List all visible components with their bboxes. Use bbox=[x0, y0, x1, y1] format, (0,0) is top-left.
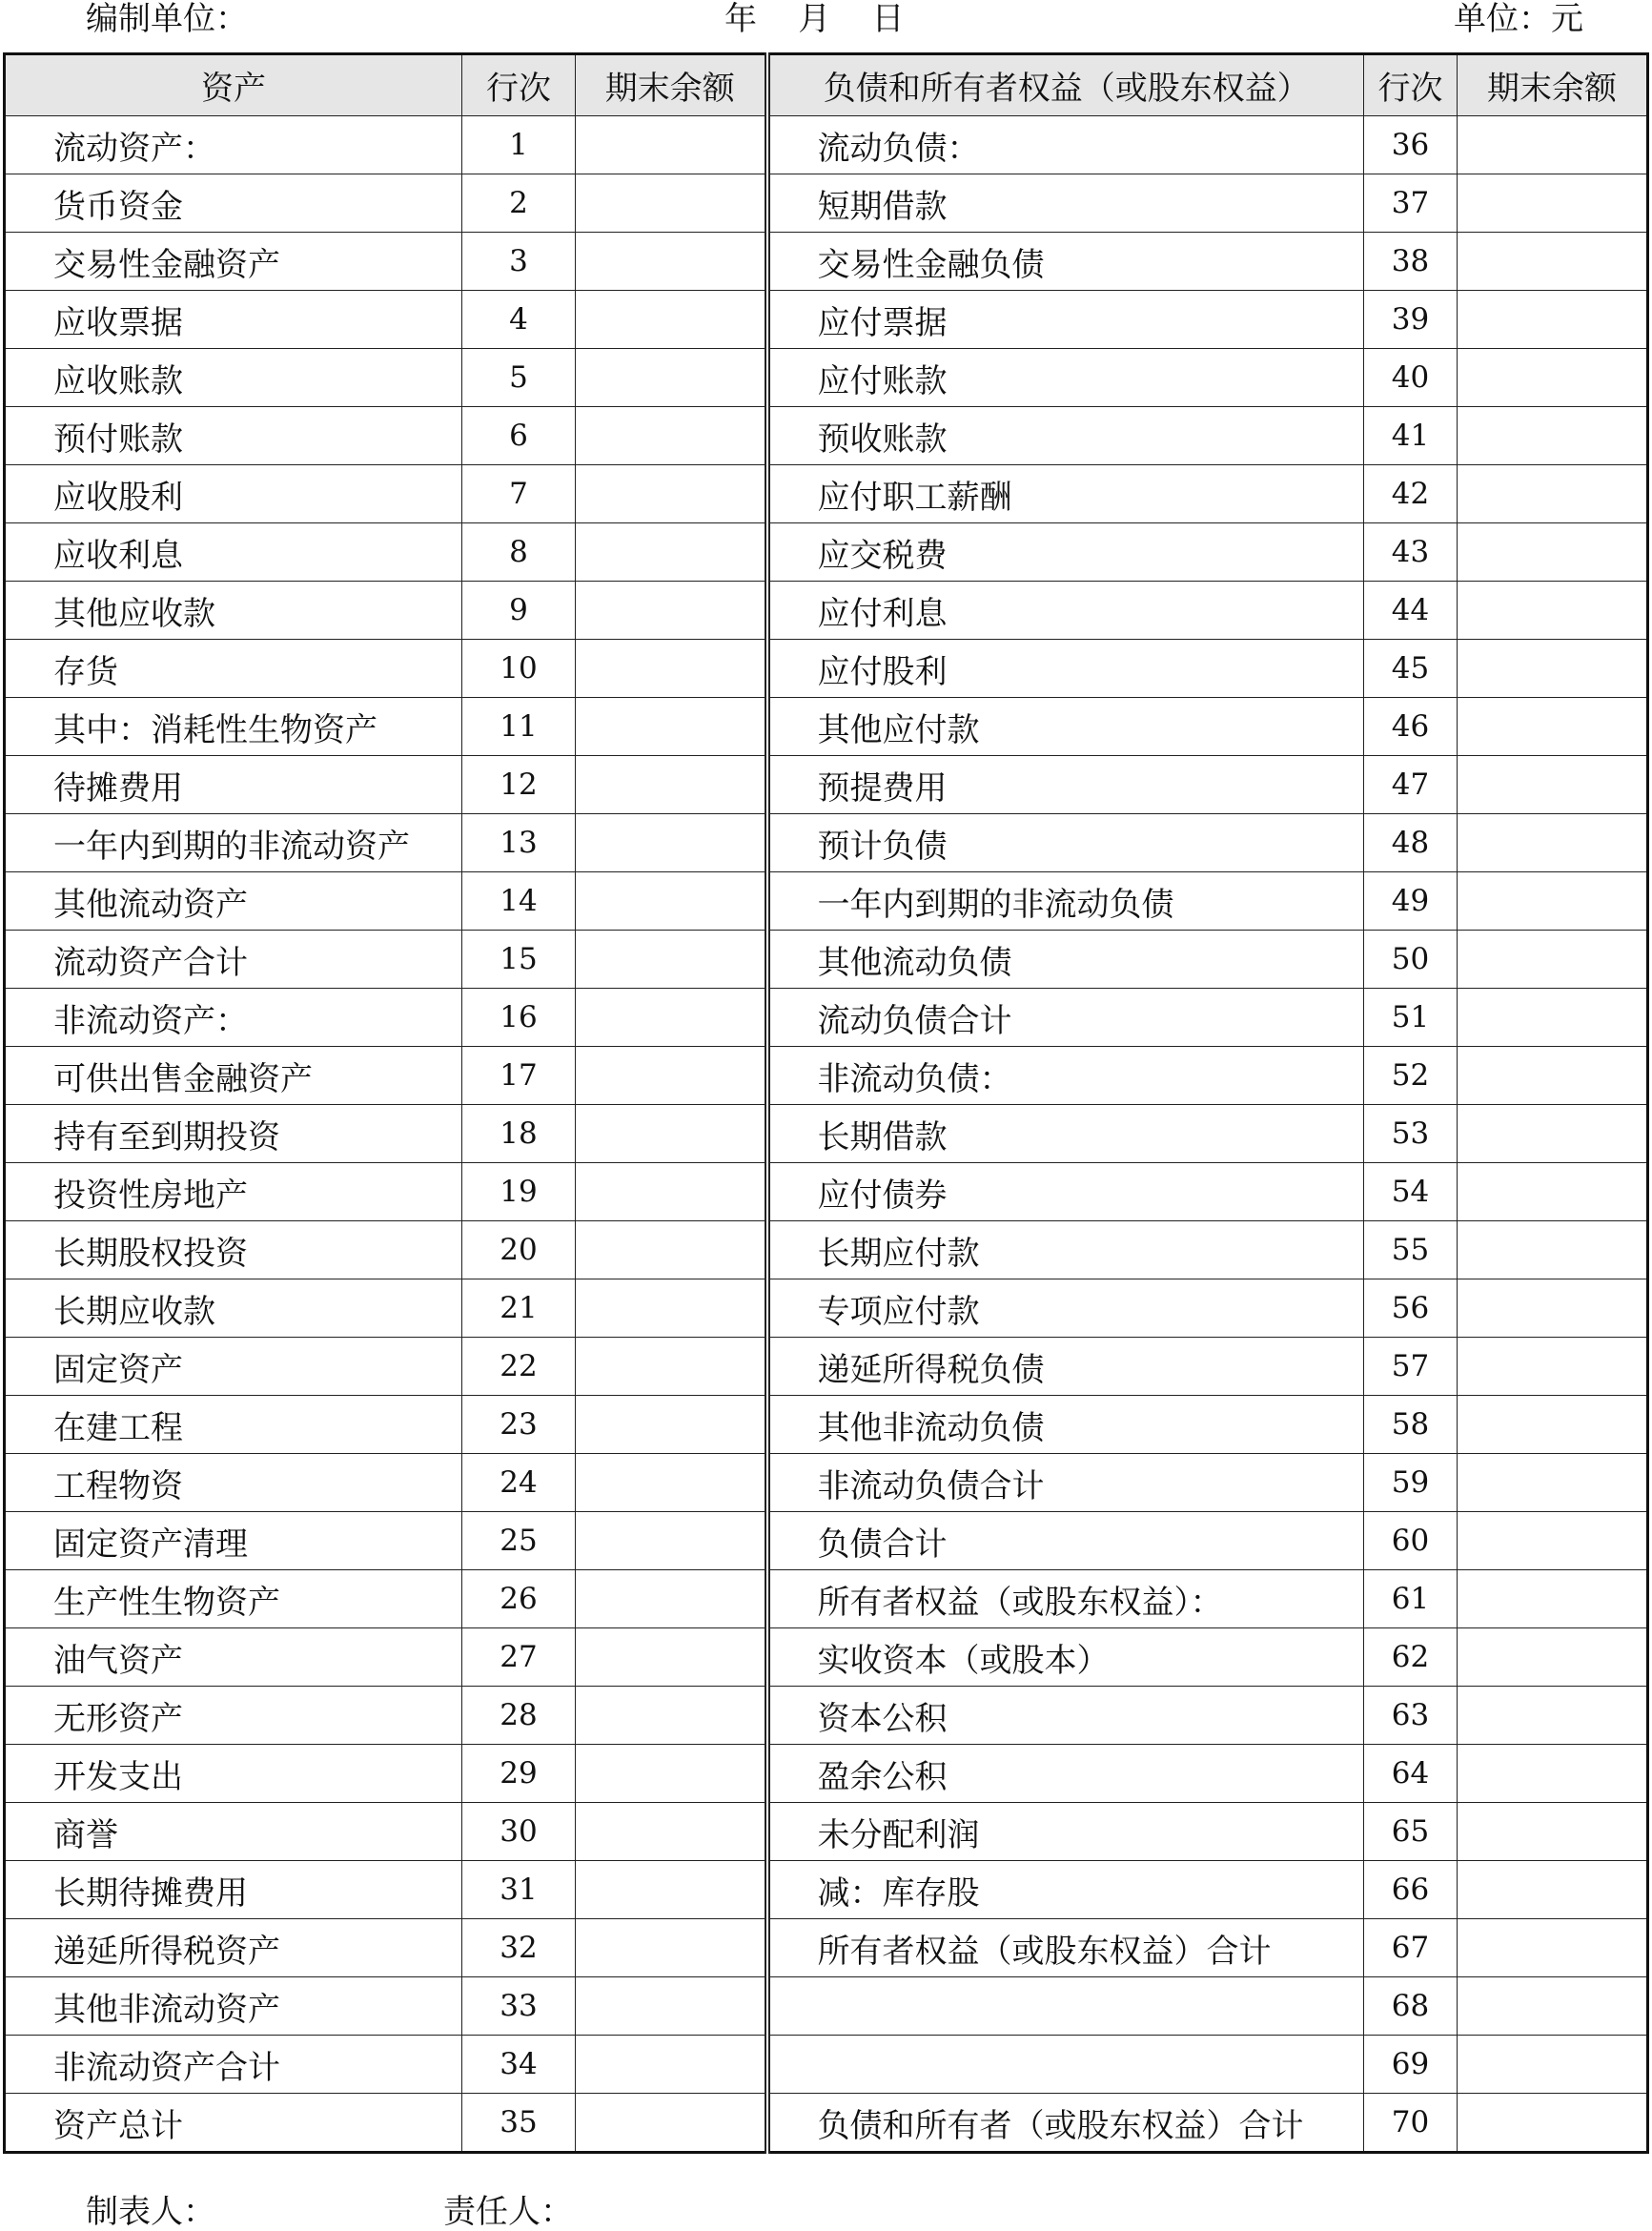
asset-name-cell: 固定资产清理 bbox=[5, 1512, 462, 1570]
table-header-row bbox=[5, 54, 1648, 116]
asset-row-no-cell: 18 bbox=[462, 1105, 576, 1163]
asset-end-balance-cell[interactable] bbox=[576, 1047, 767, 1105]
asset-row-no-cell: 15 bbox=[462, 931, 576, 989]
asset-name-cell: 流动资产合计 bbox=[5, 931, 462, 989]
liability-end-balance-cell[interactable] bbox=[1458, 2094, 1648, 2153]
asset-end-balance-cell[interactable] bbox=[576, 116, 767, 174]
liability-end-balance-cell[interactable] bbox=[1458, 1628, 1648, 1687]
org-label: 编制单位： bbox=[86, 0, 248, 38]
liability-name-cell: 非流动负债合计 bbox=[767, 1454, 1364, 1512]
asset-name-cell: 应收股利 bbox=[5, 465, 462, 523]
asset-row-no-cell: 17 bbox=[462, 1047, 576, 1105]
liability-end-balance-cell[interactable] bbox=[1458, 1163, 1648, 1221]
table-row bbox=[5, 1570, 1648, 1628]
asset-name-cell: 开发支出 bbox=[5, 1745, 462, 1803]
liability-row-no-cell: 42 bbox=[1364, 465, 1458, 523]
liability-row-no-cell: 38 bbox=[1364, 233, 1458, 291]
asset-row-no-cell: 19 bbox=[462, 1163, 576, 1221]
maker-label: 制表人： bbox=[86, 2193, 215, 2231]
liability-name-cell: 所有者权益（或股东权益）合计 bbox=[767, 1919, 1364, 1977]
table-row bbox=[5, 756, 1648, 814]
asset-row-no-cell: 1 bbox=[462, 116, 576, 174]
table-row bbox=[5, 814, 1648, 872]
liability-name-cell: 盈余公积 bbox=[767, 1745, 1364, 1803]
liability-name-cell: 递延所得税负债 bbox=[767, 1338, 1364, 1396]
date-label: 年 月 日 bbox=[724, 0, 905, 38]
asset-name-cell: 工程物资 bbox=[5, 1454, 462, 1512]
liability-row-no-cell: 43 bbox=[1364, 523, 1458, 582]
liability-row-no-cell: 44 bbox=[1364, 582, 1458, 640]
liability-end-balance-cell[interactable] bbox=[1458, 1977, 1648, 2036]
liability-name-cell: 预收账款 bbox=[767, 407, 1364, 465]
table-row bbox=[5, 2094, 1648, 2153]
liability-end-balance-cell[interactable] bbox=[1458, 1047, 1648, 1105]
balance-sheet-table bbox=[3, 52, 1649, 2154]
liability-end-balance-cell[interactable] bbox=[1458, 1454, 1648, 1512]
liability-name-cell: 流动负债： bbox=[767, 116, 1364, 174]
table-row bbox=[5, 640, 1648, 698]
liability-row-no-cell: 63 bbox=[1364, 1687, 1458, 1745]
liability-row-no-cell: 40 bbox=[1364, 349, 1458, 407]
asset-row-no-cell: 27 bbox=[462, 1628, 576, 1687]
liability-end-balance-cell[interactable] bbox=[1458, 1279, 1648, 1338]
liability-row-no-cell: 69 bbox=[1364, 2036, 1458, 2094]
liability-end-balance-cell[interactable] bbox=[1458, 640, 1648, 698]
asset-name-cell: 待摊费用 bbox=[5, 756, 462, 814]
asset-row-no-cell: 29 bbox=[462, 1745, 576, 1803]
liability-name-cell: 资本公积 bbox=[767, 1687, 1364, 1745]
asset-row-no-cell: 9 bbox=[462, 582, 576, 640]
table-row bbox=[5, 174, 1648, 233]
asset-row-no-cell: 22 bbox=[462, 1338, 576, 1396]
table-row bbox=[5, 1163, 1648, 1221]
asset-row-no-cell: 5 bbox=[462, 349, 576, 407]
asset-name-cell: 交易性金融资产 bbox=[5, 233, 462, 291]
asset-name-cell: 投资性房地产 bbox=[5, 1163, 462, 1221]
liability-name-cell: 一年内到期的非流动负债 bbox=[767, 872, 1364, 931]
asset-row-no-cell: 10 bbox=[462, 640, 576, 698]
asset-row-no-cell: 23 bbox=[462, 1396, 576, 1454]
asset-row-no-cell: 2 bbox=[462, 174, 576, 233]
liability-name-cell: 短期借款 bbox=[767, 174, 1364, 233]
asset-name-cell: 非流动资产： bbox=[5, 989, 462, 1047]
asset-end-balance-cell[interactable] bbox=[576, 756, 767, 814]
table-row bbox=[5, 1221, 1648, 1279]
col-header-assets: 资产 bbox=[5, 54, 462, 116]
liability-end-balance-cell[interactable] bbox=[1458, 116, 1648, 174]
liability-end-balance-cell[interactable] bbox=[1458, 931, 1648, 989]
liability-name-cell: 预计负债 bbox=[767, 814, 1364, 872]
asset-end-balance-cell[interactable] bbox=[576, 291, 767, 349]
table-row bbox=[5, 1919, 1648, 1977]
report-header bbox=[0, 0, 1652, 50]
asset-name-cell: 货币资金 bbox=[5, 174, 462, 233]
asset-row-no-cell: 33 bbox=[462, 1977, 576, 2036]
liability-row-no-cell: 64 bbox=[1364, 1745, 1458, 1803]
liability-end-balance-cell[interactable] bbox=[1458, 582, 1648, 640]
asset-end-balance-cell[interactable] bbox=[576, 931, 767, 989]
table-row bbox=[5, 523, 1648, 582]
liability-end-balance-cell[interactable] bbox=[1458, 1338, 1648, 1396]
liability-name-cell: 长期借款 bbox=[767, 1105, 1364, 1163]
liability-end-balance-cell[interactable] bbox=[1458, 407, 1648, 465]
liability-row-no-cell: 51 bbox=[1364, 989, 1458, 1047]
asset-end-balance-cell[interactable] bbox=[576, 523, 767, 582]
asset-row-no-cell: 16 bbox=[462, 989, 576, 1047]
liability-end-balance-cell[interactable] bbox=[1458, 174, 1648, 233]
table-row bbox=[5, 1861, 1648, 1919]
liability-row-no-cell: 45 bbox=[1364, 640, 1458, 698]
liability-row-no-cell: 62 bbox=[1364, 1628, 1458, 1687]
liability-end-balance-cell[interactable] bbox=[1458, 465, 1648, 523]
liability-name-cell: 应付职工薪酬 bbox=[767, 465, 1364, 523]
table-row bbox=[5, 1396, 1648, 1454]
liability-name-cell: 其他流动负债 bbox=[767, 931, 1364, 989]
liability-row-no-cell: 39 bbox=[1364, 291, 1458, 349]
asset-row-no-cell: 3 bbox=[462, 233, 576, 291]
liability-name-cell: 其他应付款 bbox=[767, 698, 1364, 756]
asset-name-cell: 应收账款 bbox=[5, 349, 462, 407]
asset-end-balance-cell[interactable] bbox=[576, 698, 767, 756]
liability-end-balance-cell[interactable] bbox=[1458, 872, 1648, 931]
liability-end-balance-cell[interactable] bbox=[1458, 1221, 1648, 1279]
table-row bbox=[5, 1454, 1648, 1512]
liability-end-balance-cell[interactable] bbox=[1458, 523, 1648, 582]
asset-end-balance-cell[interactable] bbox=[576, 1977, 767, 2036]
asset-end-balance-cell[interactable] bbox=[576, 1628, 767, 1687]
liability-end-balance-cell[interactable] bbox=[1458, 756, 1648, 814]
asset-end-balance-cell[interactable] bbox=[576, 1745, 767, 1803]
liability-row-no-cell: 46 bbox=[1364, 698, 1458, 756]
liability-end-balance-cell[interactable] bbox=[1458, 291, 1648, 349]
asset-name-cell: 非流动资产合计 bbox=[5, 2036, 462, 2094]
liability-name-cell: 实收资本（或股本） bbox=[767, 1628, 1364, 1687]
asset-name-cell: 在建工程 bbox=[5, 1396, 462, 1454]
report-footer bbox=[0, 2193, 1652, 2231]
table-row bbox=[5, 698, 1648, 756]
asset-row-no-cell: 26 bbox=[462, 1570, 576, 1628]
asset-end-balance-cell[interactable] bbox=[576, 1919, 767, 1977]
liability-row-no-cell: 36 bbox=[1364, 116, 1458, 174]
liability-row-no-cell: 53 bbox=[1364, 1105, 1458, 1163]
col-header-row-no: 行次 bbox=[462, 54, 576, 116]
col-header-row-no-2: 行次 bbox=[1364, 54, 1458, 116]
asset-name-cell: 应收票据 bbox=[5, 291, 462, 349]
liability-row-no-cell: 67 bbox=[1364, 1919, 1458, 1977]
asset-name-cell: 其他非流动资产 bbox=[5, 1977, 462, 2036]
liability-end-balance-cell[interactable] bbox=[1458, 698, 1648, 756]
asset-end-balance-cell[interactable] bbox=[576, 349, 767, 407]
liability-end-balance-cell[interactable] bbox=[1458, 2036, 1648, 2094]
asset-name-cell: 可供出售金融资产 bbox=[5, 1047, 462, 1105]
asset-end-balance-cell[interactable] bbox=[576, 1163, 767, 1221]
asset-row-no-cell: 24 bbox=[462, 1454, 576, 1512]
asset-row-no-cell: 7 bbox=[462, 465, 576, 523]
table-row bbox=[5, 349, 1648, 407]
liability-name-cell: 流动负债合计 bbox=[767, 989, 1364, 1047]
asset-end-balance-cell[interactable] bbox=[576, 233, 767, 291]
table-row bbox=[5, 1803, 1648, 1861]
asset-row-no-cell: 21 bbox=[462, 1279, 576, 1338]
table-row bbox=[5, 1977, 1648, 2036]
asset-name-cell: 无形资产 bbox=[5, 1687, 462, 1745]
liability-name-cell: 应交税费 bbox=[767, 523, 1364, 582]
asset-end-balance-cell[interactable] bbox=[576, 582, 767, 640]
liability-row-no-cell: 61 bbox=[1364, 1570, 1458, 1628]
liability-row-no-cell: 41 bbox=[1364, 407, 1458, 465]
asset-end-balance-cell[interactable] bbox=[576, 1861, 767, 1919]
asset-row-no-cell: 32 bbox=[462, 1919, 576, 1977]
table-row bbox=[5, 1338, 1648, 1396]
liability-row-no-cell: 37 bbox=[1364, 174, 1458, 233]
liability-row-no-cell: 55 bbox=[1364, 1221, 1458, 1279]
table-row bbox=[5, 2036, 1648, 2094]
asset-name-cell: 流动资产： bbox=[5, 116, 462, 174]
liability-end-balance-cell[interactable] bbox=[1458, 1105, 1648, 1163]
asset-row-no-cell: 35 bbox=[462, 2094, 576, 2153]
asset-name-cell: 持有至到期投资 bbox=[5, 1105, 462, 1163]
liability-end-balance-cell[interactable] bbox=[1458, 814, 1648, 872]
liability-name-cell: 交易性金融负债 bbox=[767, 233, 1364, 291]
asset-row-no-cell: 25 bbox=[462, 1512, 576, 1570]
asset-name-cell: 一年内到期的非流动资产 bbox=[5, 814, 462, 872]
liability-row-no-cell: 49 bbox=[1364, 872, 1458, 931]
table-row bbox=[5, 1105, 1648, 1163]
asset-end-balance-cell[interactable] bbox=[576, 1454, 767, 1512]
asset-row-no-cell: 12 bbox=[462, 756, 576, 814]
liability-row-no-cell: 60 bbox=[1364, 1512, 1458, 1570]
asset-end-balance-cell[interactable] bbox=[576, 872, 767, 931]
table-row bbox=[5, 1279, 1648, 1338]
table-row bbox=[5, 1047, 1648, 1105]
asset-row-no-cell: 4 bbox=[462, 291, 576, 349]
liability-end-balance-cell[interactable] bbox=[1458, 1803, 1648, 1861]
table-row bbox=[5, 291, 1648, 349]
asset-row-no-cell: 20 bbox=[462, 1221, 576, 1279]
liability-end-balance-cell[interactable] bbox=[1458, 1687, 1648, 1745]
asset-row-no-cell: 13 bbox=[462, 814, 576, 872]
asset-end-balance-cell[interactable] bbox=[576, 1338, 767, 1396]
liability-name-cell: 长期应付款 bbox=[767, 1221, 1364, 1279]
liability-name-cell: 应付账款 bbox=[767, 349, 1364, 407]
liability-name-cell: 减：库存股 bbox=[767, 1861, 1364, 1919]
asset-row-no-cell: 8 bbox=[462, 523, 576, 582]
liability-row-no-cell: 54 bbox=[1364, 1163, 1458, 1221]
table-row bbox=[5, 931, 1648, 989]
liability-end-balance-cell[interactable] bbox=[1458, 1512, 1648, 1570]
asset-row-no-cell: 30 bbox=[462, 1803, 576, 1861]
liability-row-no-cell: 70 bbox=[1364, 2094, 1458, 2153]
table-row bbox=[5, 1512, 1648, 1570]
responsible-label: 责任人： bbox=[443, 2193, 573, 2231]
liability-end-balance-cell[interactable] bbox=[1458, 1396, 1648, 1454]
asset-end-balance-cell[interactable] bbox=[576, 2036, 767, 2094]
asset-row-no-cell: 28 bbox=[462, 1687, 576, 1745]
unit-label: 单位：元 bbox=[1454, 0, 1583, 38]
col-header-end-balance: 期末余额 bbox=[576, 54, 767, 116]
asset-row-no-cell: 11 bbox=[462, 698, 576, 756]
asset-name-cell: 长期应收款 bbox=[5, 1279, 462, 1338]
asset-name-cell: 递延所得税资产 bbox=[5, 1919, 462, 1977]
asset-end-balance-cell[interactable] bbox=[576, 1221, 767, 1279]
asset-end-balance-cell[interactable] bbox=[576, 989, 767, 1047]
liability-name-cell: 负债合计 bbox=[767, 1512, 1364, 1570]
asset-name-cell: 其他流动资产 bbox=[5, 872, 462, 931]
asset-row-no-cell: 14 bbox=[462, 872, 576, 931]
liability-end-balance-cell[interactable] bbox=[1458, 1570, 1648, 1628]
liability-end-balance-cell[interactable] bbox=[1458, 1745, 1648, 1803]
asset-row-no-cell: 31 bbox=[462, 1861, 576, 1919]
liability-row-no-cell: 50 bbox=[1364, 931, 1458, 989]
liability-row-no-cell: 66 bbox=[1364, 1861, 1458, 1919]
liability-name-cell: 应付债券 bbox=[767, 1163, 1364, 1221]
liability-end-balance-cell[interactable] bbox=[1458, 233, 1648, 291]
asset-name-cell: 其他应收款 bbox=[5, 582, 462, 640]
asset-name-cell: 商誉 bbox=[5, 1803, 462, 1861]
asset-end-balance-cell[interactable] bbox=[576, 814, 767, 872]
liability-name-cell: 其他非流动负债 bbox=[767, 1396, 1364, 1454]
liability-row-no-cell: 57 bbox=[1364, 1338, 1458, 1396]
asset-end-balance-cell[interactable] bbox=[576, 1279, 767, 1338]
liability-name-cell: 专项应付款 bbox=[767, 1279, 1364, 1338]
asset-name-cell: 长期股权投资 bbox=[5, 1221, 462, 1279]
asset-name-cell: 资产总计 bbox=[5, 2094, 462, 2153]
asset-end-balance-cell[interactable] bbox=[576, 1396, 767, 1454]
table-row bbox=[5, 1687, 1648, 1745]
liability-name-cell: 负债和所有者（或股东权益）合计 bbox=[767, 2094, 1364, 2153]
liability-end-balance-cell[interactable] bbox=[1458, 1919, 1648, 1977]
asset-end-balance-cell[interactable] bbox=[576, 1512, 767, 1570]
asset-end-balance-cell[interactable] bbox=[576, 640, 767, 698]
liability-row-no-cell: 48 bbox=[1364, 814, 1458, 872]
table-row bbox=[5, 872, 1648, 931]
table-row bbox=[5, 582, 1648, 640]
liability-name-cell: 未分配利润 bbox=[767, 1803, 1364, 1861]
asset-end-balance-cell[interactable] bbox=[576, 174, 767, 233]
asset-name-cell: 长期待摊费用 bbox=[5, 1861, 462, 1919]
table-row bbox=[5, 989, 1648, 1047]
table-row bbox=[5, 116, 1648, 174]
col-header-end-balance-2: 期末余额 bbox=[1458, 54, 1648, 116]
liability-name-cell bbox=[767, 2036, 1364, 2094]
asset-end-balance-cell[interactable] bbox=[576, 1105, 767, 1163]
col-header-liabilities-equity: 负债和所有者权益（或股东权益） bbox=[767, 54, 1364, 116]
asset-name-cell: 生产性生物资产 bbox=[5, 1570, 462, 1628]
liability-row-no-cell: 65 bbox=[1364, 1803, 1458, 1861]
liability-row-no-cell: 58 bbox=[1364, 1396, 1458, 1454]
liability-row-no-cell: 56 bbox=[1364, 1279, 1458, 1338]
liability-end-balance-cell[interactable] bbox=[1458, 989, 1648, 1047]
table-row bbox=[5, 233, 1648, 291]
asset-name-cell: 存货 bbox=[5, 640, 462, 698]
table-row bbox=[5, 465, 1648, 523]
asset-end-balance-cell[interactable] bbox=[576, 1570, 767, 1628]
asset-name-cell: 应收利息 bbox=[5, 523, 462, 582]
liability-end-balance-cell[interactable] bbox=[1458, 349, 1648, 407]
liability-name-cell: 非流动负债： bbox=[767, 1047, 1364, 1105]
asset-row-no-cell: 6 bbox=[462, 407, 576, 465]
liability-name-cell: 所有者权益（或股东权益）： bbox=[767, 1570, 1364, 1628]
asset-end-balance-cell[interactable] bbox=[576, 2094, 767, 2153]
table-row bbox=[5, 1628, 1648, 1687]
asset-name-cell: 预付账款 bbox=[5, 407, 462, 465]
liability-row-no-cell: 47 bbox=[1364, 756, 1458, 814]
liability-name-cell: 预提费用 bbox=[767, 756, 1364, 814]
liability-row-no-cell: 52 bbox=[1364, 1047, 1458, 1105]
liability-name-cell: 应付票据 bbox=[767, 291, 1364, 349]
liability-name-cell: 应付利息 bbox=[767, 582, 1364, 640]
table-row bbox=[5, 407, 1648, 465]
liability-name-cell: 应付股利 bbox=[767, 640, 1364, 698]
asset-name-cell: 油气资产 bbox=[5, 1628, 462, 1687]
asset-end-balance-cell[interactable] bbox=[576, 407, 767, 465]
asset-name-cell: 其中：消耗性生物资产 bbox=[5, 698, 462, 756]
asset-name-cell: 固定资产 bbox=[5, 1338, 462, 1396]
liability-row-no-cell: 59 bbox=[1364, 1454, 1458, 1512]
liability-end-balance-cell[interactable] bbox=[1458, 1861, 1648, 1919]
table-row bbox=[5, 1745, 1648, 1803]
asset-end-balance-cell[interactable] bbox=[576, 1803, 767, 1861]
asset-end-balance-cell[interactable] bbox=[576, 1687, 767, 1745]
asset-row-no-cell: 34 bbox=[462, 2036, 576, 2094]
liability-row-no-cell: 68 bbox=[1364, 1977, 1458, 2036]
liability-name-cell bbox=[767, 1977, 1364, 2036]
asset-end-balance-cell[interactable] bbox=[576, 465, 767, 523]
